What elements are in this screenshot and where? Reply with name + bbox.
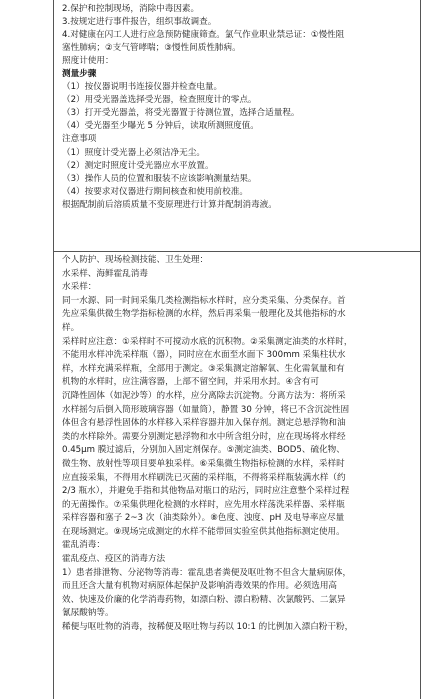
text-line: 的无菌操作。⑦采集供理化检测的水样时，应先用水样荡洗采样器、采样瓶 <box>62 499 345 510</box>
text-line: 沉降性固体（如泥沙等）的水样，应分离除去沉淀物。分离方法为：将所采 <box>62 390 346 401</box>
text-line: （1）照度计受光器上必须洁净无尘。 <box>62 147 205 158</box>
text-line: 0.45μm 膜过滤后，分别加入固定剂保存。⑤测定油类、BOD5、硫化物、 <box>62 445 345 456</box>
text-line: 样，水样充满采样瓶，全部用于测定。③采集测定溶解氧、生化需氧量和有 <box>62 363 345 374</box>
text-line: 氰尿酸钠等。 <box>62 608 114 619</box>
text-line: 照度计使用： <box>62 56 114 67</box>
text-line: （4）受光器至少曝光 5 分钟后，读取所测照度值。 <box>62 121 259 132</box>
text-line: 样。 <box>62 322 80 333</box>
table-cell-top <box>62 3 416 212</box>
text-line: 微生物、放射性等项目要单独采样。⑥采集微生物指标检测的水样，采样时 <box>62 458 345 469</box>
text-line: 体但含有悬浮性固体的水样移入采样容器并加入保存剂。测定总悬浮物和油 <box>62 418 346 429</box>
text-line: 根据配制前后溶质质量不变原理进行计算并配制消毒液。 <box>62 199 277 210</box>
text-line: 稀便与呕吐物的消毒，按稀便及呕吐物与药以 10:1 的比例加入漂白粉干粉， <box>62 622 354 633</box>
text-line: （2）测定时照度计受光器应水平放置。 <box>62 160 214 171</box>
text-line: （3）打开受光器盖，将受光器置于待测位置，选择合适量程。 <box>62 108 300 119</box>
text-line: 在现场测定。⑨现场完成测定的水样不能带回实验室供其他指标测定使用。 <box>62 526 345 537</box>
text-line: 3.按规定进行事件报告，组织事故调查。 <box>62 17 217 28</box>
text-line: 不能用水样冲洗采样瓶（器），同时应在水面至水面下 300mm 采集柱状水 <box>62 350 346 361</box>
text-line: 2/3 瓶水），并避免手指和其他物品对瓶口的玷污，同时应注意整个采样过程 <box>62 486 350 497</box>
text-line: 同一水源、同一时间采集几类检测指标水样时，应分类采集、分类保存。首 <box>62 295 346 306</box>
section-heading: 霍乱疫点、疫区的消毒方法 <box>62 554 166 565</box>
table-right-border <box>420 0 421 699</box>
text-line: 水样摇匀后倒入筒形玻璃容器（如量筒），静置 30 分钟，将已不含沉淀性固 <box>62 404 350 415</box>
text-line: 2.保护和控制现场，消除中毒因素。 <box>62 4 200 14</box>
text-line: （4）按要求对仪器进行期间核查和使用前校准。 <box>62 186 248 197</box>
section-heading: 注意事项 <box>62 134 97 145</box>
text-line: 水采样、海鲜霍乱消毒 <box>62 268 148 279</box>
table-cell-bottom <box>62 254 416 635</box>
text-line: 应直接采集，不得用水样刷洗已灭菌的采样瓶，不得将采样瓶装满水样（约 <box>62 472 346 483</box>
table-row-divider <box>53 251 421 252</box>
text-line: 而且还含大量有机物对病原体起保护及影响消毒效果的作用。必须选用高 <box>62 581 338 592</box>
section-heading: 霍乱消毒： <box>62 540 105 551</box>
text-line: （2）用受光器盖选择受光器，检查照度计的零点。 <box>62 95 257 106</box>
text-line: 采样容器和塞子 2~3 次（油类除外）。⑧色度、浊度、pH 及电导率应尽量 <box>62 513 345 524</box>
text-line: 类的水样除外。需要分别测定悬浮物和水中所含组分时，应在现场将水样经 <box>62 431 346 442</box>
text-line: （1）按仪器说明书连接仪器并检查电量。 <box>62 82 223 93</box>
text-line: 塞性肺病；②支气管哮喘；③慢性间质性肺病。 <box>62 43 241 54</box>
text-line: 1）患者排泄物、分泌物等消毒：霍乱患者粪便及呕吐物不但含大量病原体， <box>62 567 352 578</box>
text-line: 采样时应注意：①采样时不可搅动水底的沉积物。②采集测定油类的水样时， <box>62 336 353 347</box>
text-line: 个人防护、现场检测技能、卫生处理： <box>62 255 209 265</box>
table-left-border <box>53 0 54 699</box>
text-line: 4.对健康在闪工人进行应急预防健康筛查。氯气作业职业禁忌证：①慢性阻 <box>62 30 345 41</box>
text-line: 先应采集供微生物学指标检测的水样，然后再采集一般理化及其他指标的水 <box>62 309 346 320</box>
text-line: 效、快速及价廉的化学消毒药物，如漂白粉、漂白粉精、次氯酸钙、二氯异 <box>62 594 346 605</box>
section-heading: 测量步骤 <box>62 69 97 80</box>
text-line: 机物的水样时，应注满容器，上部不留空间，并采用水封。④含有可 <box>62 377 319 388</box>
text-line: （3）操作人员的位置和服装不应该影响测量结果。 <box>62 173 257 184</box>
section-heading: 水采样： <box>62 282 97 293</box>
